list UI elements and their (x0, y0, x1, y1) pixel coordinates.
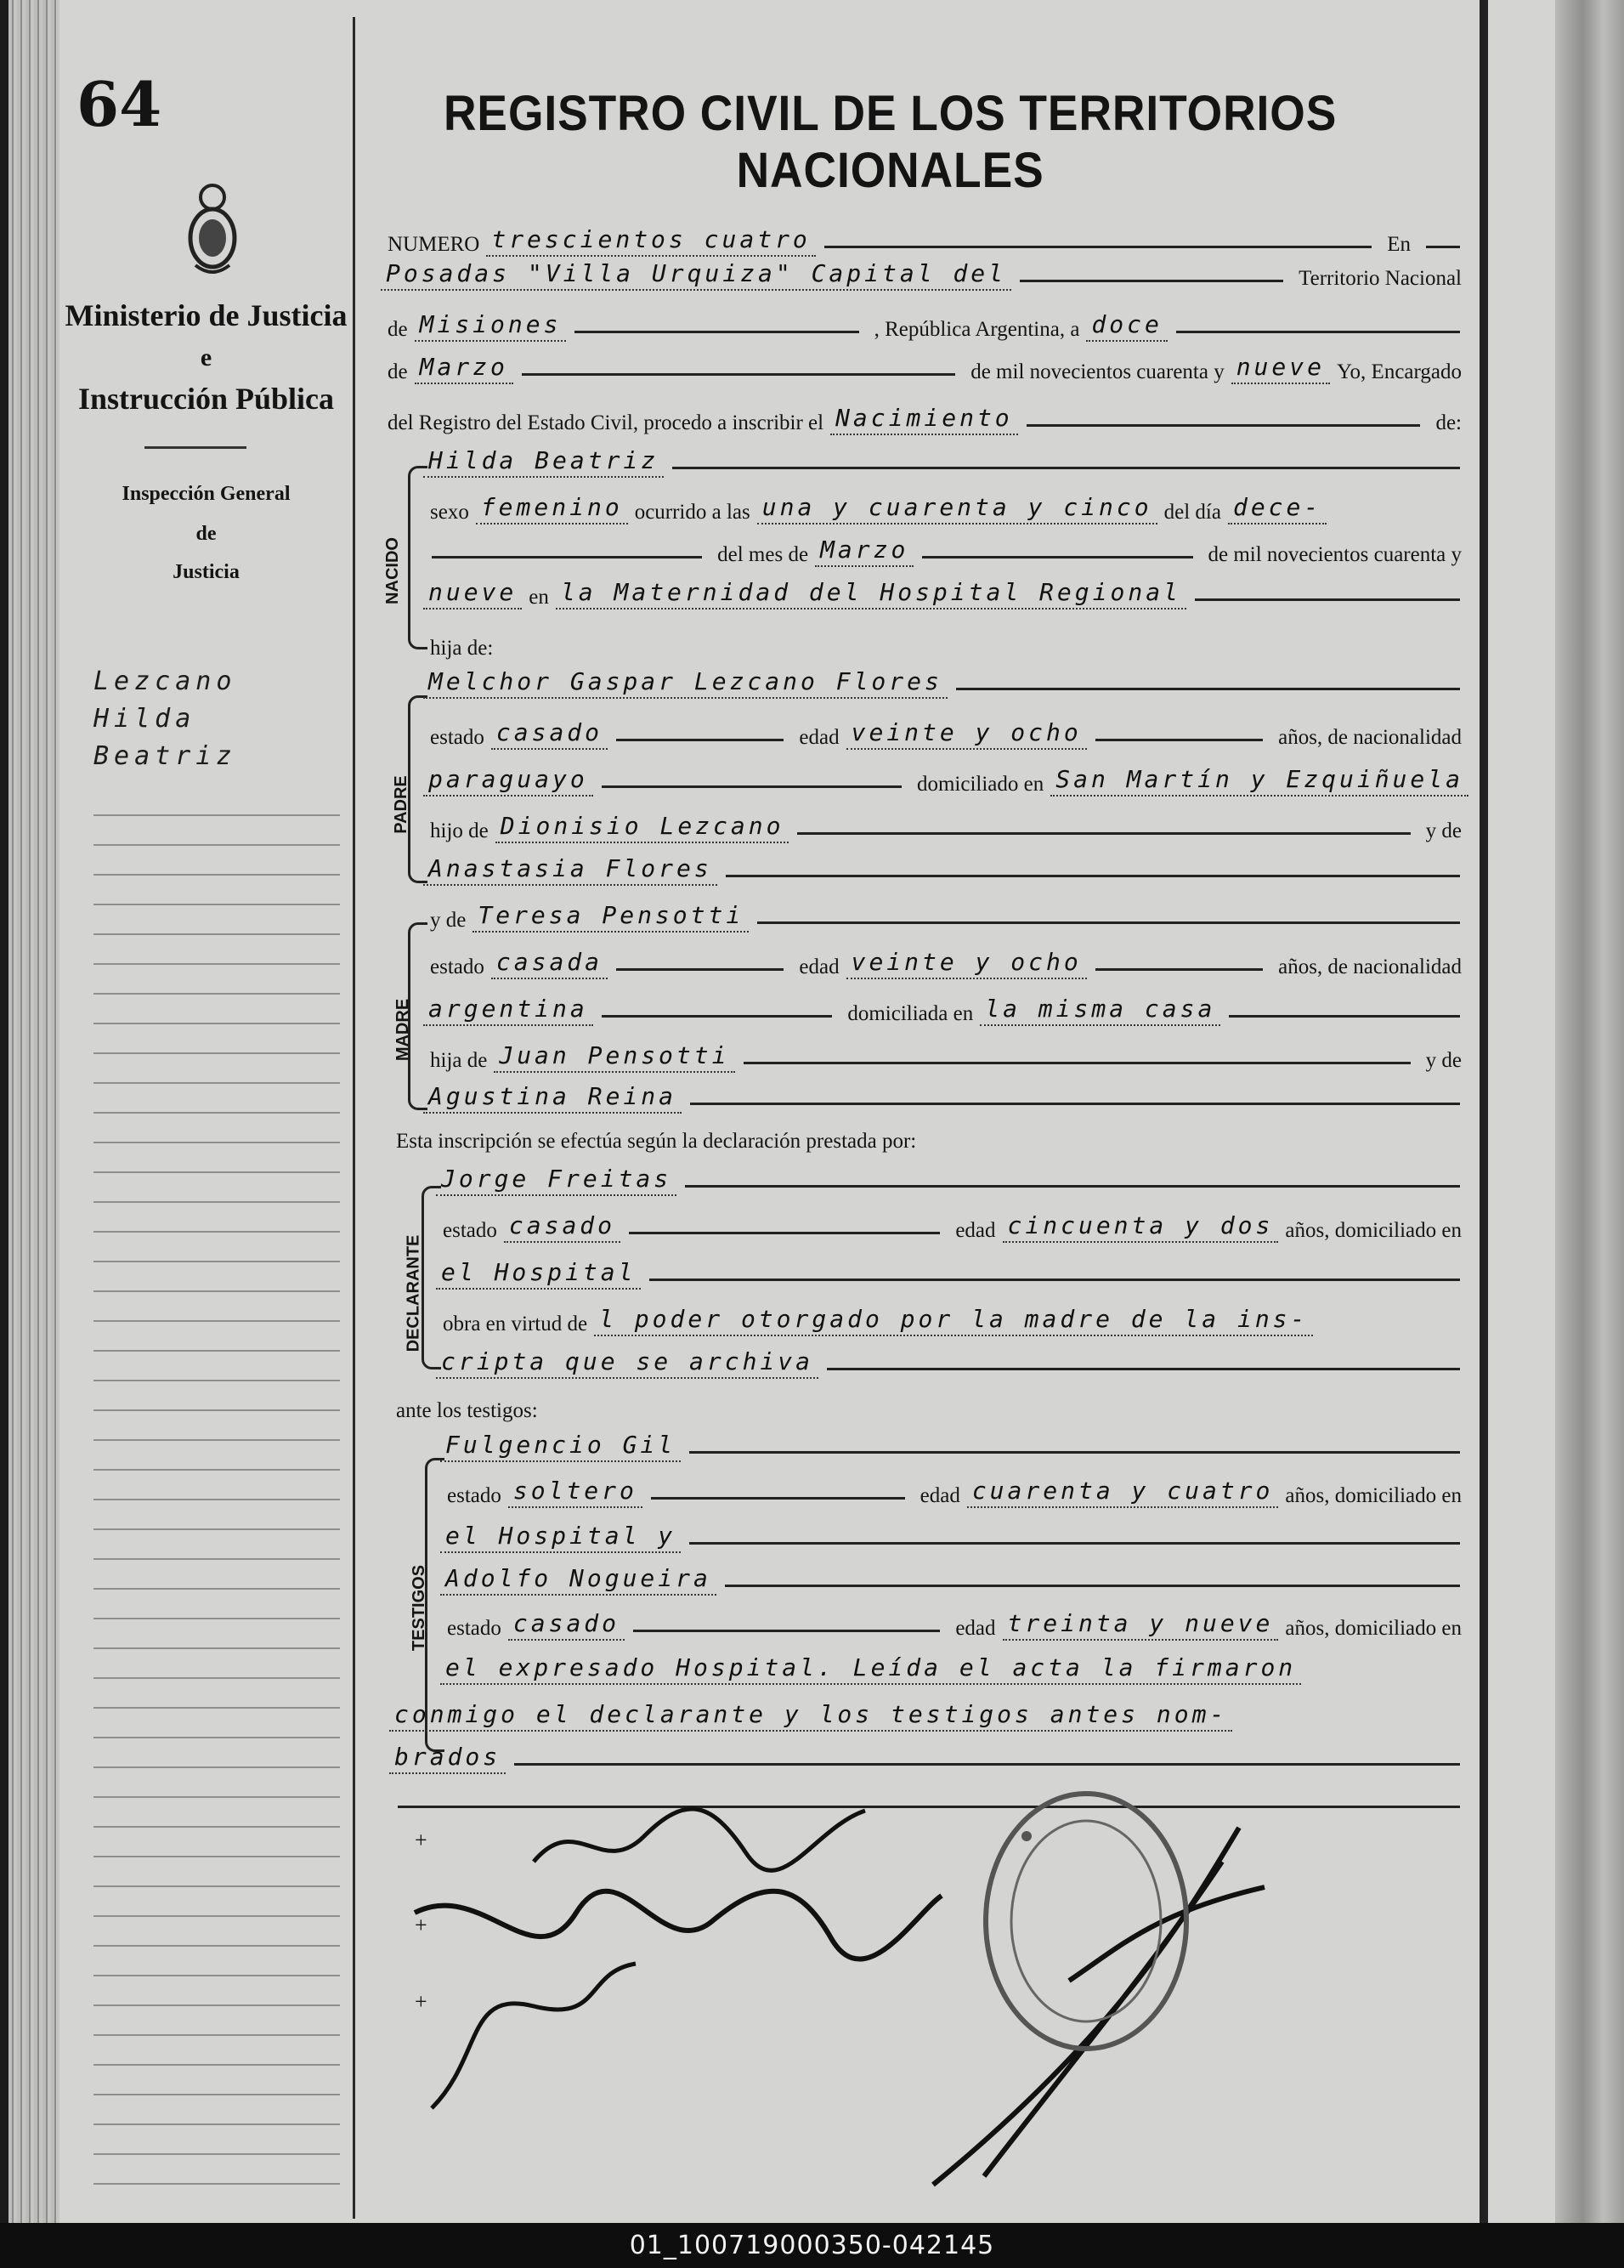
row-territorio (381, 298, 1468, 342)
label-edad: edad (799, 726, 840, 749)
label-y-de: y de (430, 909, 467, 932)
field-estado-padre: casado (491, 718, 608, 750)
label-edad: edad (955, 1617, 996, 1640)
fill-line (633, 1630, 940, 1632)
inspection-line1: Inspección General (122, 483, 291, 505)
margin-ruled-lines (93, 786, 340, 2206)
row-cierre3 (389, 1730, 1468, 1774)
field-testigo2: Adolfo Nogueira (440, 1564, 716, 1596)
field-abuela-padre: Anastasia Flores (423, 854, 717, 886)
section-testigos: TESTIGOS (410, 1564, 429, 1652)
label-en: en (529, 586, 549, 609)
ministry-divider (144, 446, 246, 449)
row-testigos (389, 1379, 1468, 1423)
fill-line (1095, 968, 1263, 971)
label-edad: edad (920, 1484, 960, 1507)
field-estado-declarante: casado (504, 1211, 620, 1243)
field-dom-padre: San Martín y Ezquiñuela (1050, 765, 1468, 797)
field-anio: nueve (1231, 353, 1330, 384)
label-estado: estado (430, 726, 484, 749)
field-dia-nac: dece- (1228, 493, 1327, 524)
row-estado-testigo2 (440, 1596, 1468, 1641)
fill-line (1195, 598, 1460, 601)
row-virtud2 (436, 1335, 1468, 1379)
label-de: de (388, 360, 408, 383)
label-ocurrido: ocurrido a las (634, 501, 750, 524)
page-title: REGISTRO CIVIL DE LOS TERRITORIOS NACIONALES (443, 86, 1338, 198)
row-nac-padre (423, 752, 1468, 797)
page-number: 64 (76, 68, 162, 140)
ministry-name-line2: e (200, 343, 212, 371)
fill-line (922, 556, 1192, 558)
row-lugar-nac (423, 565, 1468, 610)
field-dom-madre: la misma casa (980, 995, 1220, 1026)
label-sexo: sexo (430, 501, 469, 524)
field-estado-madre: casada (491, 948, 608, 979)
inspection-line2: de (195, 523, 217, 545)
field-declarante: Jorge Freitas (436, 1165, 676, 1196)
coat-of-arms-icon (178, 179, 246, 281)
field-abuela-madre: Agustina Reina (423, 1082, 682, 1114)
row-obra (436, 1292, 1468, 1336)
row-abuelo-padre (423, 799, 1468, 843)
row-testigo1 (440, 1418, 1468, 1462)
field-edad-testigo1: cuarenta y cuatro (967, 1477, 1279, 1508)
field-edad-declarante: cincuenta y dos (1003, 1211, 1279, 1243)
label-territorio: Territorio Nacional (1299, 267, 1462, 290)
left-margin-column (59, 17, 355, 2219)
label-delmes: del mes de (717, 543, 809, 566)
fill-line (672, 467, 1460, 469)
fill-line (1176, 331, 1460, 333)
label-edad: edad (799, 955, 840, 978)
field-sexo: femenino (476, 493, 628, 524)
field-mes-nac: Marzo (815, 536, 914, 567)
fill-line (514, 1763, 1460, 1766)
fill-line (956, 688, 1460, 690)
fill-line (1027, 424, 1421, 427)
row-mes-nac (423, 523, 1468, 567)
field-mes: Marzo (415, 353, 513, 384)
section-nacido: NACIDO (382, 537, 402, 604)
fill-line (651, 1497, 905, 1500)
label-inscripcion: Esta inscripción se efectúa según la declaración prestada por: (396, 1130, 917, 1153)
field-anio-nac: nueve (423, 578, 522, 610)
ministry-name-line3: Instrucción Pública (77, 382, 335, 416)
field-testigo1: Fulgencio Gil (440, 1431, 681, 1462)
label-estado: estado (443, 1219, 497, 1242)
margin-firstname: Hilda (93, 704, 196, 734)
label-hija-de: hija de (430, 1049, 488, 1072)
label-anios: años, de nacionalidad (1278, 726, 1463, 749)
row-abuela-padre (423, 842, 1468, 886)
field-nac-madre: argentina (423, 995, 593, 1026)
label-numero: NUMERO (388, 233, 480, 256)
label-domiciliada: domiciliada en (847, 1002, 974, 1025)
row-abuela-madre (423, 1069, 1468, 1114)
label-mil: de mil novecientos cuarenta y (970, 360, 1225, 383)
field-nac-padre: paraguayo (423, 765, 593, 797)
fill-line (616, 739, 784, 741)
next-page-edge (1555, 0, 1624, 2223)
row-sexo (423, 480, 1468, 524)
fill-line (726, 875, 1460, 877)
section-declarante: DECLARANTE (404, 1234, 423, 1352)
label-anios: años, de nacionalidad (1278, 955, 1463, 978)
section-madre: MADRE (393, 998, 413, 1062)
field-virtud: l poder otorgado por la madre de la ins- (594, 1305, 1313, 1336)
row-estado-padre (423, 706, 1468, 750)
field-cierre1: el expresado Hospital. Leída el acta la firmaron (440, 1653, 1301, 1685)
fill-line (685, 1185, 1460, 1188)
field-estado-testigo2: casado (508, 1609, 625, 1641)
fill-line (1020, 280, 1283, 282)
field-estado-testigo1: soltero (508, 1477, 642, 1508)
row-estado-declarante (436, 1199, 1468, 1243)
row-padre (423, 655, 1468, 699)
label-en: En (1387, 233, 1411, 256)
fill-line (744, 1062, 1411, 1064)
row-abuelo-madre (423, 1029, 1468, 1073)
inspection-line3: Justicia (173, 561, 240, 583)
label-mil: de mil novecientos cuarenta y (1208, 543, 1462, 566)
margin-surname: Lezcano (93, 666, 237, 696)
field-dom-testigo1: el Hospital y (440, 1522, 681, 1553)
fill-line (574, 331, 858, 333)
row-declarante (436, 1152, 1468, 1196)
field-madre: Teresa Pensotti (472, 901, 749, 933)
fill-line (797, 832, 1410, 835)
field-lugar-nac: la Maternidad del Hospital Regional (556, 578, 1186, 610)
field-abuelo-madre: Juan Pensotti (494, 1041, 734, 1073)
label-de: de (388, 318, 408, 341)
field-dom-declarante: el Hospital (436, 1258, 641, 1290)
ministry-name-line1: Ministerio de Justicia (65, 298, 348, 332)
field-abuelo-padre: Dionisio Lezcano (495, 812, 789, 843)
label-anios-dom: años, domiciliado en (1285, 1219, 1462, 1242)
label-y-de: y de (1425, 1049, 1462, 1072)
official-stamp-icon (976, 1785, 1197, 2057)
fill-line (827, 1368, 1460, 1370)
label-registro: del Registro del Estado Civil, procedo a inscribir el (388, 411, 824, 434)
field-edad-madre: veinte y ocho (846, 948, 1087, 979)
row-estado-testigo1 (440, 1464, 1468, 1508)
fill-line (725, 1585, 1460, 1587)
binding-edge (8, 0, 59, 2223)
label-y-de: y de (1425, 819, 1462, 842)
margin-name-notes (93, 663, 340, 775)
row-mes (381, 340, 1468, 384)
label-edad: edad (955, 1219, 996, 1242)
fill-line (432, 556, 702, 558)
label-testigos: ante los testigos: (396, 1399, 538, 1422)
label-hija: hija de: (430, 637, 494, 660)
row-nombre (423, 434, 1468, 478)
field-acto: Nacimiento (830, 404, 1018, 435)
signature-testigo2-icon (415, 1955, 653, 2125)
row-madre (423, 888, 1468, 933)
margin-middlename: Beatriz (93, 741, 237, 771)
fill-line (602, 785, 902, 788)
label-obra: obra en virtud de (443, 1313, 588, 1335)
label-anios-dom: años, domiciliado en (1285, 1484, 1462, 1507)
field-padre: Melchor Gaspar Lezcano Flores (423, 667, 948, 699)
label-domiciliado: domiciliado en (916, 773, 1044, 796)
field-nombre: Hilda Beatriz (423, 446, 664, 478)
field-edad-testigo2: treinta y nueve (1003, 1609, 1279, 1641)
fill-line (757, 921, 1460, 924)
signature-marker: + (415, 1828, 427, 1852)
label-yo: Yo, Encargado (1337, 360, 1462, 383)
label-republica: , República Argentina, a (874, 318, 1080, 341)
row-inscripcion (389, 1109, 1468, 1154)
row-nac-madre (423, 982, 1468, 1026)
fill-line (649, 1279, 1460, 1281)
row-dom-testigo1 (440, 1509, 1468, 1553)
fill-line (689, 1542, 1460, 1545)
field-cierre3: brados (389, 1743, 506, 1774)
fill-line (522, 373, 955, 376)
label-estado: estado (447, 1617, 501, 1640)
row-acto (381, 391, 1468, 435)
label-estado: estado (447, 1484, 501, 1507)
fill-line (690, 1103, 1460, 1105)
row-testigo2 (440, 1551, 1468, 1596)
signature-marker: + (415, 1989, 427, 2014)
row-estado-madre (423, 935, 1468, 979)
label-hijo-de: hijo de (430, 819, 489, 842)
fill-line (1229, 1015, 1460, 1018)
row-lugar (381, 247, 1468, 291)
document-id-footer: 01_100719000350-042145 (0, 2223, 1624, 2268)
field-dia: doce (1086, 310, 1167, 342)
label-deldia: del día (1163, 501, 1221, 524)
field-virtud2: cripta que se archiva (436, 1347, 818, 1379)
label-anios-dom: años, domiciliado en (1285, 1617, 1462, 1640)
registry-form (355, 0, 1485, 2223)
label-de: de: (1435, 411, 1462, 434)
fill-line (689, 1451, 1460, 1454)
label-estado: estado (430, 955, 484, 978)
row-dom-declarante (436, 1245, 1468, 1290)
row-cierre1 (440, 1641, 1468, 1685)
field-cierre2: conmigo el declarante y los testigos antes nom- (389, 1700, 1232, 1732)
field-hora: una y cuarenta y cinco (757, 493, 1157, 524)
field-territorio: Misiones (415, 310, 567, 342)
section-padre: PADRE (391, 775, 410, 834)
fill-line (616, 968, 784, 971)
signature-marker: + (415, 1913, 427, 1937)
fill-line (629, 1232, 940, 1234)
field-lugar: Posadas "Villa Urquiza" Capital del (381, 259, 1011, 291)
row-cierre2 (389, 1687, 1468, 1732)
fill-line (602, 1015, 833, 1018)
field-edad-padre: veinte y ocho (846, 718, 1087, 750)
field-numero: trescientos cuatro (486, 225, 815, 257)
fill-line (1095, 739, 1263, 741)
